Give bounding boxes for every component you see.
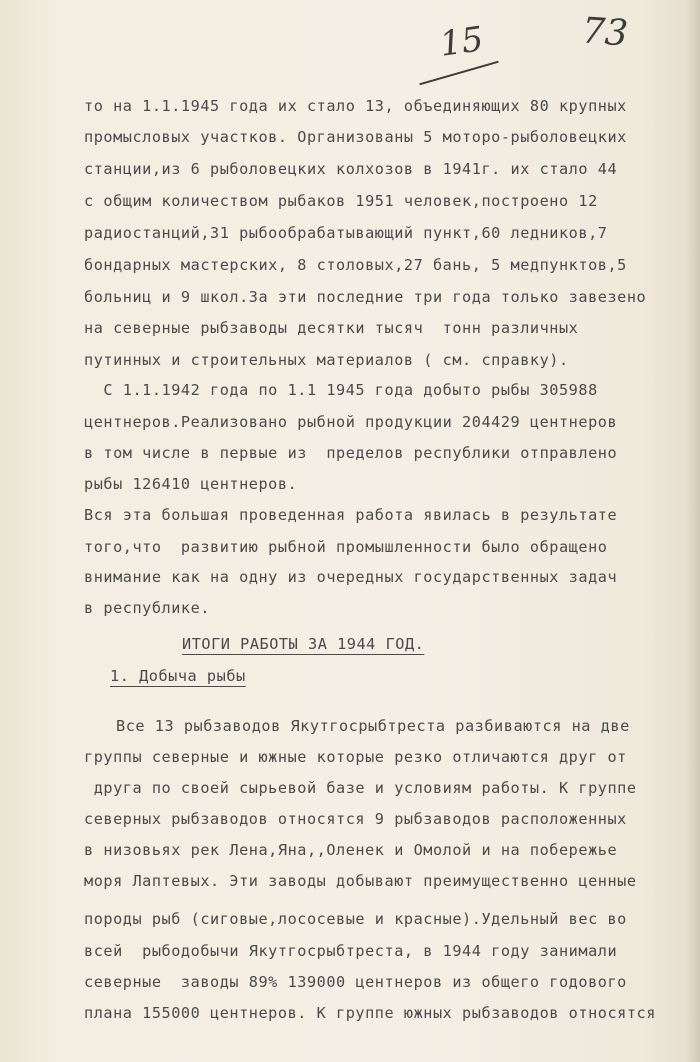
body-line: то на 1.1.1945 года их стало 13, объединяющих 80 крупных xyxy=(84,97,627,115)
section-title: ИТОГИ РАБОТЫ ЗА 1944 ГОД. xyxy=(182,635,425,653)
body-line: в республике. xyxy=(84,599,211,617)
body-line: центнеров.Реализовано рыбной продукции 204429 центнеров xyxy=(84,413,618,431)
body-line: путинных и строительных материалов ( см. справку). xyxy=(84,351,569,369)
body-line: промысловых участков. Организованы 5 моторо-рыболовецких xyxy=(84,128,627,146)
body-line: на северные рыбзаводы десятки тысяч тонн различных xyxy=(84,319,579,337)
body-line: Все 13 рыбзаводов Якутгосрыбтреста разбиваются на две xyxy=(116,717,630,735)
folio-number: 15 xyxy=(437,19,486,65)
body-line: больниц и 9 школ.За эти последние три года только завезено xyxy=(84,288,647,306)
body-line: того,что развитию рыбной промышленности было обращено xyxy=(84,538,608,556)
folio-ref-mark: 73 xyxy=(580,10,630,55)
body-line: в низовьях рек Лена,Яна,,Оленек и Омолой и на побережье xyxy=(84,841,618,859)
body-line: внимание как на одну из очередных государственных задач xyxy=(84,568,618,586)
body-line: северных рыбзаводов относятся 9 рыбзаводов расположенных xyxy=(84,810,627,828)
body-line: всей рыбодобычи Якутгосрыбтреста, в 1944 году занимали xyxy=(84,942,618,960)
body-line: северные заводы 89% 139000 центнеров из общего годового xyxy=(84,973,627,991)
body-line: станции,из 6 рыболовецких колхозов в 1941г. их стало 44 xyxy=(84,160,618,178)
body-line: С 1.1.1942 года по 1.1 1945 года добыто рыбы 305988 xyxy=(84,381,598,399)
body-line: моря Лаптевых. Эти заводы добывают преимущественно ценные xyxy=(84,872,637,890)
body-line: бондарных мастерских, 8 столовых,27 бань, 5 медпунктов,5 xyxy=(84,256,627,274)
body-line: плана 155000 центнеров. К группе южных рыбзаводов относятся xyxy=(84,1004,656,1022)
body-line: рыбы 126410 центнеров. xyxy=(84,475,298,493)
body-line: в том числе в первые из пределов республики отправлено xyxy=(84,444,618,462)
body-line: радиостанций,31 рыбообрабатывающий пункт,60 ледников,7 xyxy=(84,224,608,242)
body-line: с общим количеством рыбаков 1951 человек,построено 12 xyxy=(84,192,598,210)
body-line: друга по своей сырьевой базе и условиям работы. К группе xyxy=(84,779,637,797)
body-line: Вся эта большая проведенная работа явилась в результате xyxy=(84,506,618,524)
body-line: породы рыб (сиговые,лососевые и красные).Удельный вес во xyxy=(84,910,627,928)
subsection-title: 1. Добыча рыбы xyxy=(110,667,246,685)
body-line: группы северные и южные которые резко отличаются друг от xyxy=(84,748,627,766)
folio-underline xyxy=(419,61,498,86)
